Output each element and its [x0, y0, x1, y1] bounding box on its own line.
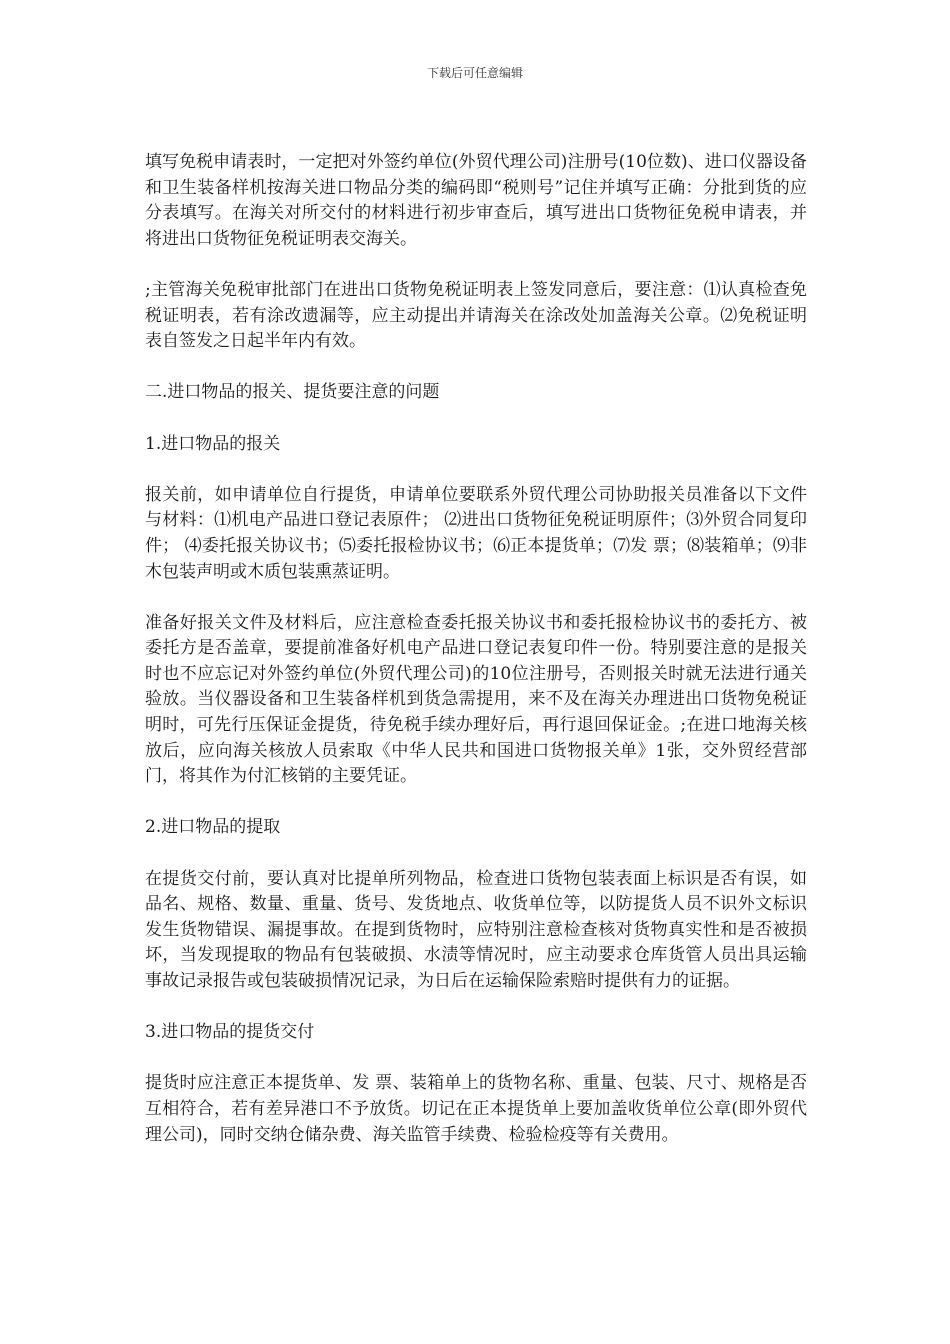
paragraph-declaration-notes: 准备好报关文件及材料后，应注意检查委托报关协议书和委托报检协议书的委托方、被委托方是否盖章，要提前准备好机电产品进口登记表复印件一份。特别要注意的是报关时也不应忘记对外签约单位(外贸代理公司)的10位注册号，否则报关时就无法进行通关验放。当仪器设备和卫生装备样机到货急需提用，来不及在海关办理进出口货物免税证明时，可先行压保证金提货，待免税手续办理好后，再行退回保证金。;在进口地海关核放后，应向海关核放人员索取《中华人民共和国进口货物报关单》1张，交外贸经营部门，将其作为付汇核销的主要凭证。 [145, 612, 807, 787]
paragraph-declaration-documents: 报关前，如申请单位自行提货，申请单位要联系外贸代理公司协助报关员准备以下文件与材料：⑴机电产品进口登记表原件； ⑵进出口货物征免税证明原件；⑶外贸合同复印件； ⑷委托报关协议书；⑸委托报检协议书；⑹正本提货单；⑺发 票；⑻装箱单；⑼非木包装声明或木质包装熏蒸证明。 [145, 484, 807, 582]
paragraph-exemption-application: 填写免税申请表时，一定把对外签约单位(外贸代理公司)注册号(10位数)、进口仪器设备和卫生装备样机按海关进口物品分类的编码即“税则号”记住并填写正确：分批到货的应分表填写。在海关对所交付的材料进行初步审查后，填写进出口货物征免税申请表，并将进出口货物征免税证明表交海关。 [145, 152, 807, 249]
page-header: 下载后可任意编辑 [426, 66, 523, 80]
paragraph-exemption-approval: ;主管海关免税审批部门在进出口货物免税证明表上签发同意后，要注意：⑴认真检查免税证明表，若有涂改遗漏等，应主动提出并请海关在涂改处加盖海关公章。⑵免税证明表自签发之日起半年内有效。 [145, 279, 807, 352]
subheading-extraction: 2.进口物品的提取 [145, 817, 281, 838]
subheading-delivery: 3.进口物品的提货交付 [145, 1022, 315, 1043]
paragraph-delivery: 提货时应注意正本提货单、发 票、装箱单上的货物名称、重量、包装、尺寸、规格是否互相符合，若有差异港口不予放货。切记在正本提货单上要加盖收货单位公章(即外贸代理公司)，同时交纳仓储杂费、海关监管手续费、检验检疫等有关费用。 [145, 1073, 807, 1145]
document-body [145, 150, 807, 1174]
subheading-declaration: 1.进口物品的报关 [145, 433, 281, 454]
paragraph-extraction: 在提货交付前，要认真对比提单所列物品，检查进口货物包装表面上标识是否有误，如品名、规格、数量、重量、货号、发货地点、收货单位等，以防提货人员不识外文标识发生货物错误、漏提事故。在提到货物时，应特别注意检查核对货物真实性和是否被损坏，当发现提取的物品有包装破损、水渍等情况时，应主动要求仓库货管人员出具运输事故记录报告或包装破损情况记录，为日后在运输保险索赔时提供有力的证据。 [145, 868, 807, 991]
section-heading-customs-pickup: 二.进口物品的报关、提货要注意的问题 [145, 382, 440, 403]
